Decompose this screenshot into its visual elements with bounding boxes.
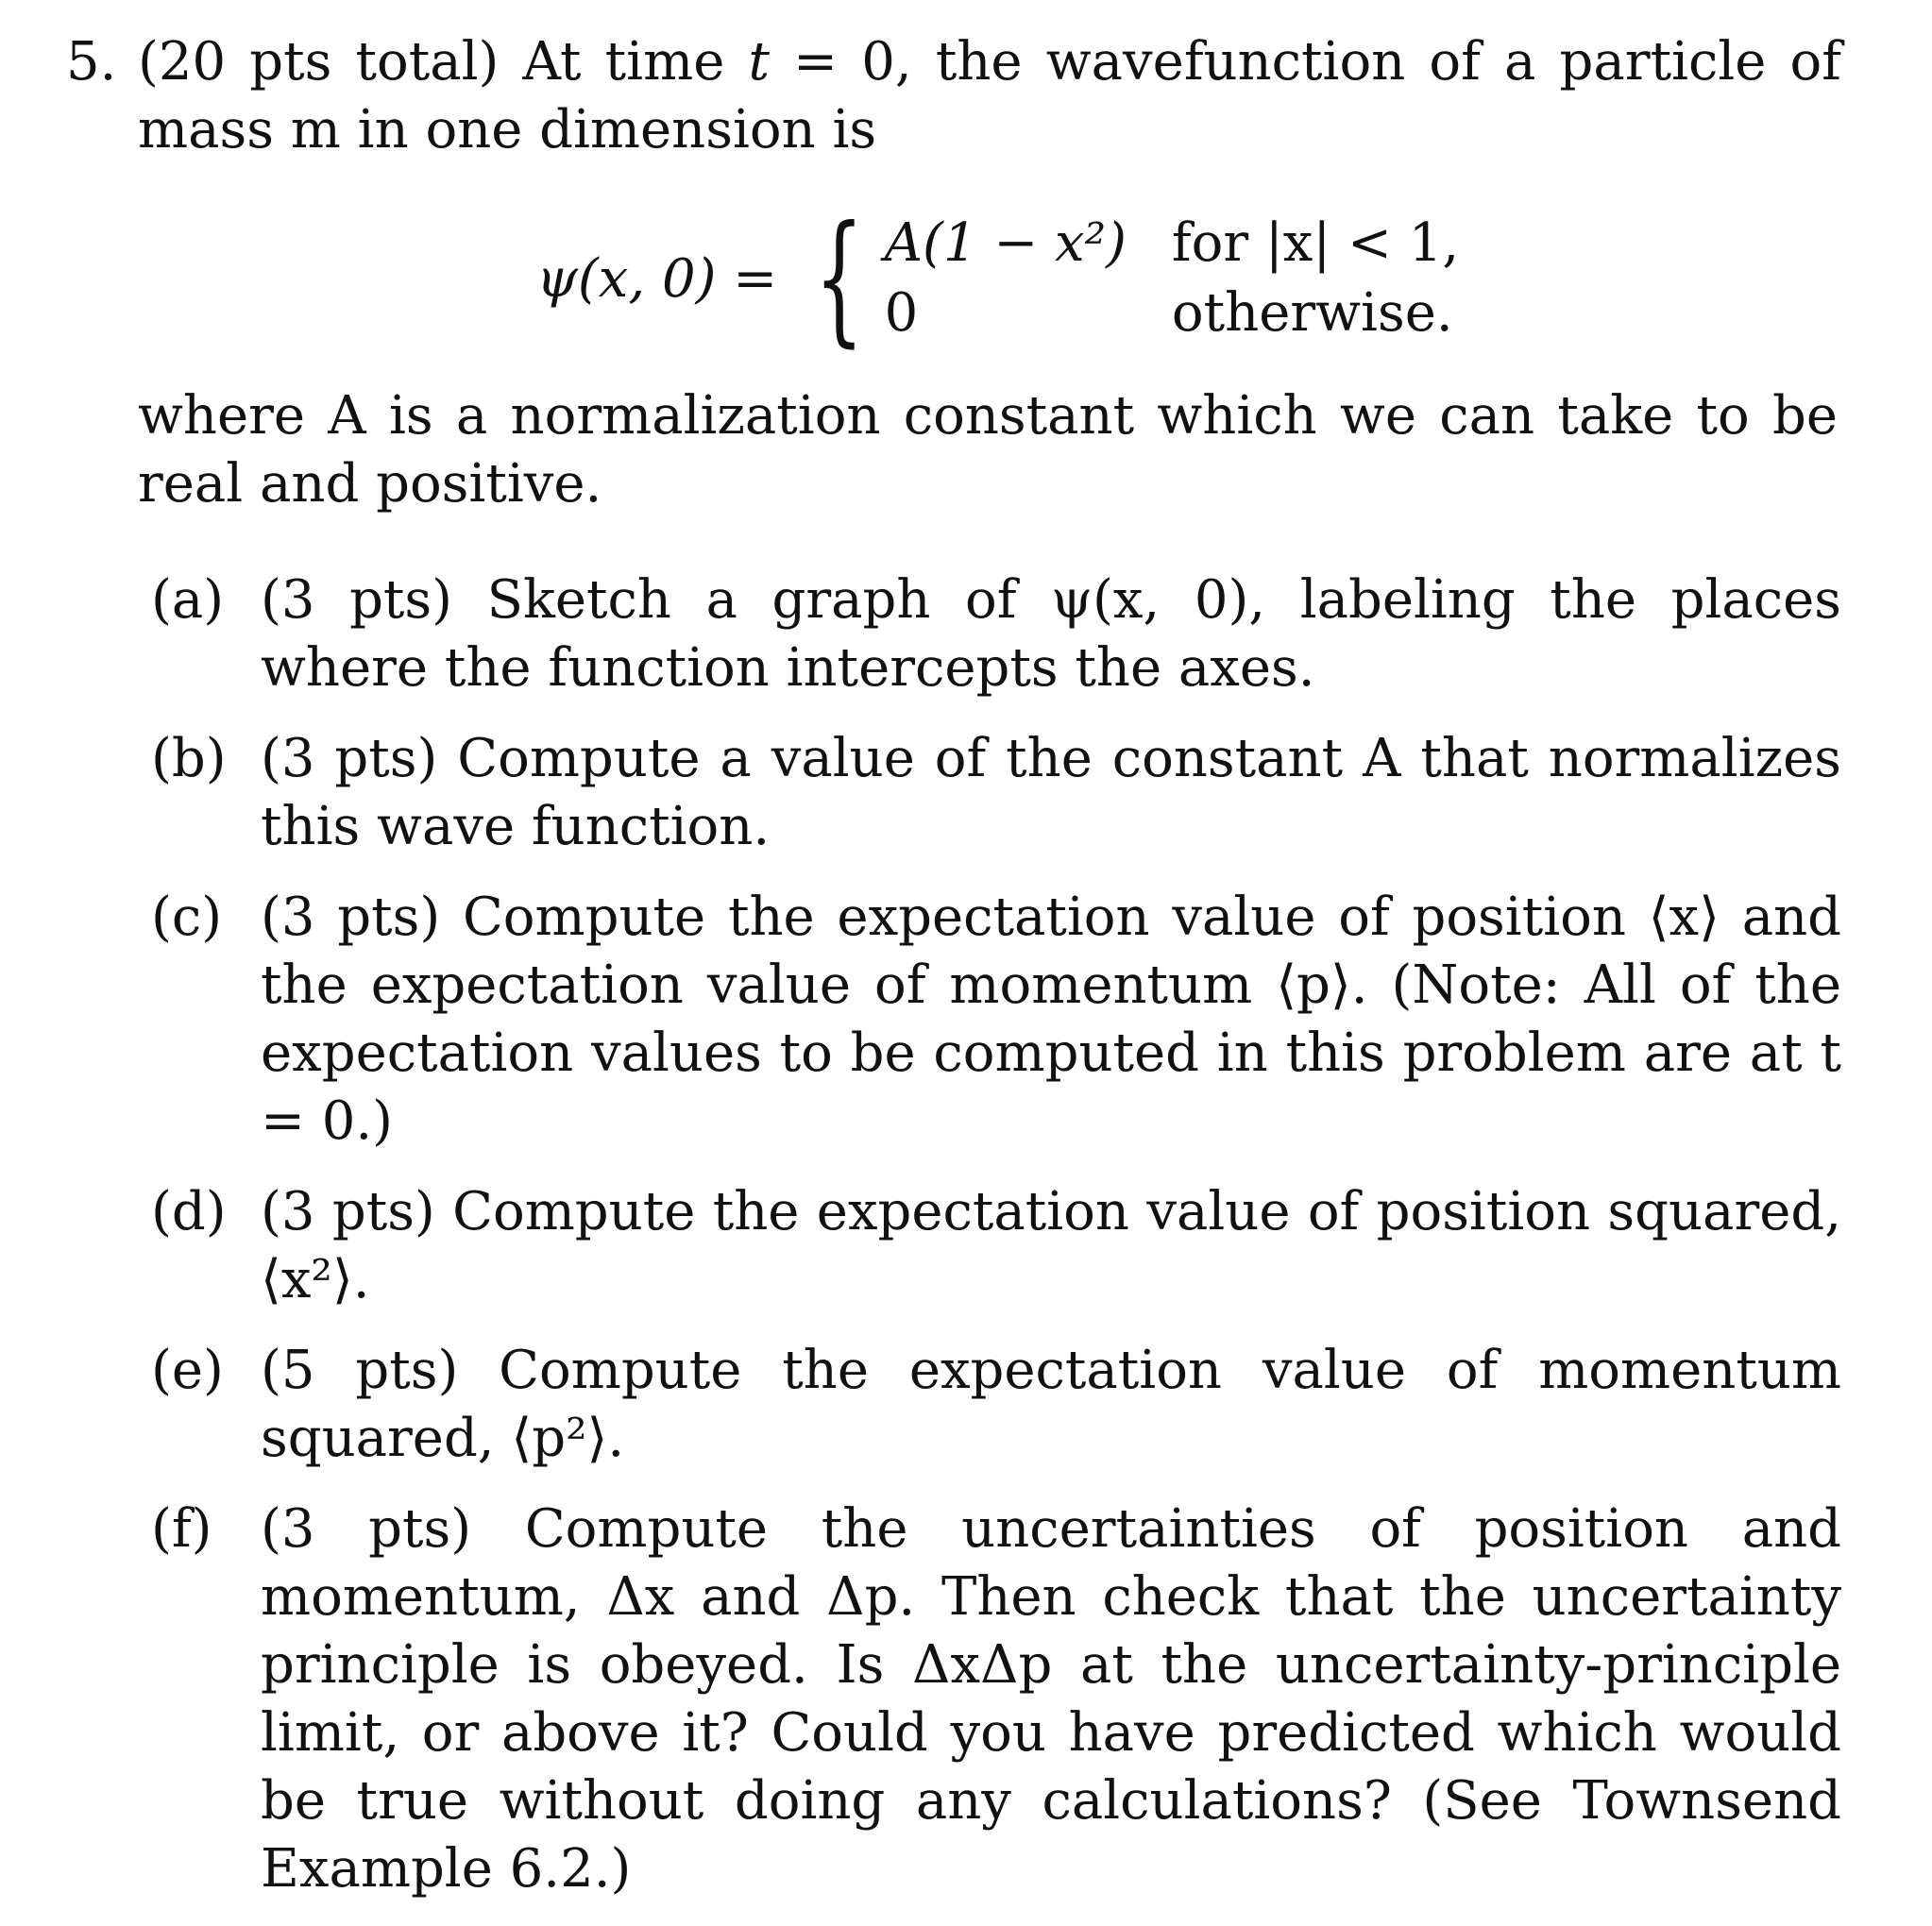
part-d-label: (d) (151, 1181, 227, 1242)
intro-text-b: = 0, the wavefunction of a particle of mass m in one dimension is (138, 31, 1841, 160)
equation-lhs: ψ(x, 0) = (536, 247, 778, 310)
part-e (151, 1337, 1841, 1473)
problem-parts-list (151, 566, 1841, 1926)
part-f-text: (3 pts) Compute the uncertainties of position and momentum, Δx and Δp. Then check that the uncertainty principle is obeyed. Is ΔxΔp at the uncertainty-principle limit, or above it? Could you have predicted which would be true without doing any calculations? (See Townsend Example 6.2.) (261, 1498, 1841, 1900)
part-b-text: (3 pts) Compute a value of the constant A that normalizes this wave function. (261, 728, 1841, 857)
part-f-label: (f) (151, 1498, 212, 1560)
part-c (151, 884, 1841, 1156)
wavefunction-equation (536, 198, 1459, 359)
case-2-expression: 0 (884, 282, 919, 344)
part-a-label: (a) (151, 569, 225, 631)
case-1-condition: for |x| < 1, (1171, 212, 1460, 274)
equation-cases (885, 209, 1460, 348)
problem-intro (66, 28, 1841, 164)
part-a-text: (3 pts) Sketch a graph of ψ(x, 0), labeling the places where the function intercepts the axes. (261, 569, 1841, 699)
intro-text-a: (20 pts total) At time (138, 31, 749, 93)
part-e-label: (e) (151, 1340, 224, 1401)
case-1-expression: A(1 − x²) (884, 212, 1127, 274)
left-brace: { (814, 196, 865, 361)
part-d-text: (3 pts) Compute the expectation value of position squared, ⟨x²⟩. (261, 1181, 1841, 1310)
part-a (151, 566, 1841, 702)
case-2-condition: otherwise. (1171, 282, 1453, 344)
part-d (151, 1178, 1841, 1314)
part-b (151, 725, 1841, 861)
part-c-text: (3 pts) Compute the expectation value of position ⟨x⟩ and the expectation value of momentum ⟨p⟩. (Note: All of the expectation values to be computed in this problem are at t = 0.) (261, 887, 1841, 1152)
part-b-label: (b) (151, 728, 227, 789)
part-f (151, 1495, 1841, 1903)
intro-time-variable: t (748, 31, 771, 93)
problem-number: 5. (66, 31, 117, 93)
normalization-paragraph: where A is a normalization constant which we can take to be real and positive. (138, 385, 1838, 515)
part-c-label: (c) (151, 887, 223, 948)
problem-statement (138, 28, 1841, 164)
part-e-text: (5 pts) Compute the expectation value of momentum squared, ⟨p²⟩. (261, 1340, 1841, 1469)
